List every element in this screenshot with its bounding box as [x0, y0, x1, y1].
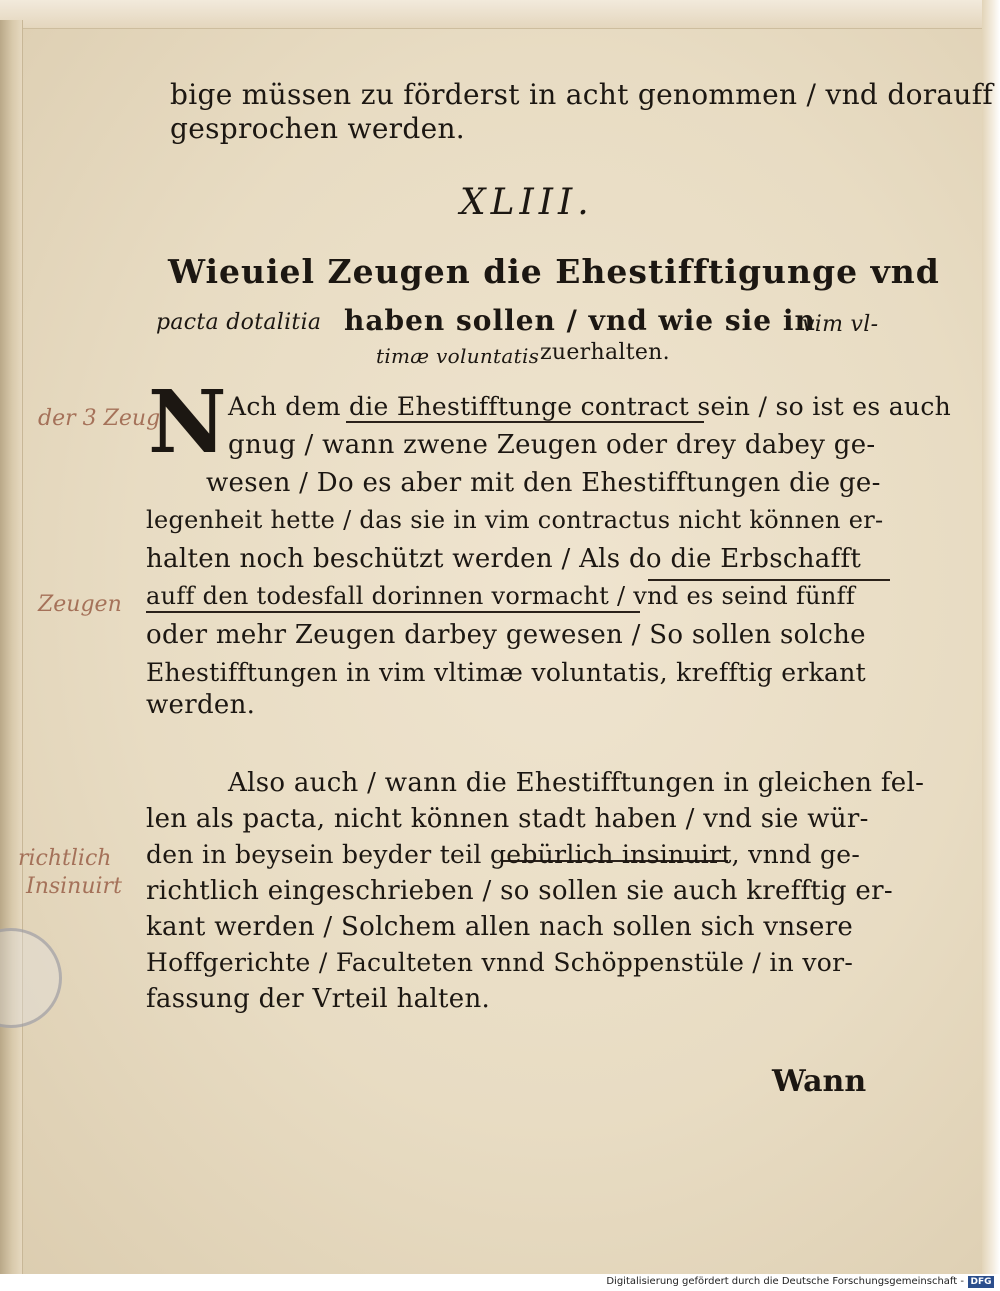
- catchword: Wann: [772, 1064, 867, 1099]
- title-latin-1: pacta dotalitia: [156, 310, 322, 335]
- underline-3: [146, 611, 640, 613]
- page-right-edge: [982, 0, 1000, 1274]
- para2-line-1: Also auch / wann die Ehestifftungen in gleichen fel-: [228, 768, 925, 798]
- marginal-note-1: der 3 Zeug: [38, 406, 161, 431]
- underline-2: [648, 579, 890, 581]
- title-latin-2: vim vl-: [802, 312, 879, 337]
- title-latin-3: timæ voluntatis: [376, 344, 540, 368]
- title-line-2: haben sollen / vnd wie sie in: [344, 304, 816, 337]
- para1-line-9: werden.: [146, 690, 256, 720]
- title-line-1: Wieuiel Zeugen die Ehestifftigunge vnd: [168, 252, 940, 291]
- para1-line-5: halten noch beschützt werden / Als do die Erbschafft: [146, 544, 862, 574]
- drop-cap: N: [148, 372, 227, 473]
- para2-line-3: den in beysein beyder teil gebürlich insinuirt, vnnd ge-: [146, 840, 861, 869]
- para2-line-6: Hoffgerichte / Faculteten vnnd Schöppenstüle / in vor-: [146, 948, 854, 977]
- para1-line-1: Ach dem die Ehestifftunge contract sein / so ist es auch: [228, 392, 952, 421]
- dfg-logo-icon: DFG: [968, 1276, 994, 1288]
- title-line-3: zuerhalten.: [540, 340, 670, 365]
- para2-line-5: kant werden / Solchem allen nach sollen sich vnsere: [146, 912, 854, 942]
- para1-line-7: oder mehr Zeugen darbey gewesen / So sollen solche: [146, 620, 866, 650]
- para1-line-6: auff den todesfall dorinnen vormacht / vnd es seind fünff: [146, 582, 856, 610]
- para1-line-3: wesen / Do es aber mit den Ehestifftungen die ge-: [206, 468, 881, 498]
- para2-line-4: richtlich eingeschrieben / so sollen sie auch krefftig er-: [146, 876, 893, 906]
- page-left-edge: [0, 20, 23, 1274]
- marginal-note-4: Insinuirt: [26, 874, 122, 899]
- footer-credit: Digitalisierung gefördert durch die Deutsche Forschungsgemeinschaft -: [606, 1276, 964, 1287]
- top-line-2: gesprochen werden.: [170, 112, 465, 145]
- marginal-note-2: Zeugen: [38, 592, 122, 617]
- underline-1: [346, 421, 704, 423]
- para2-line-2: len als pacta, nicht können stadt haben / vnd sie wür-: [146, 804, 869, 834]
- footer-bar: [0, 1274, 1000, 1291]
- para2-line-7: fassung der Vrteil halten.: [146, 984, 491, 1014]
- top-line-1: bige müssen zu förderst in acht genommen / vnd dorauff: [170, 78, 994, 111]
- marginal-note-3: richtlich: [18, 846, 112, 871]
- section-number: XLIII.: [460, 182, 594, 223]
- page-top-edge: [0, 0, 1000, 29]
- para1-line-2: gnug / wann zwene Zeugen oder drey dabey ge-: [228, 430, 876, 460]
- para1-line-8: Ehestifftungen in vim vltimæ voluntatis, krefftig erkant: [146, 658, 866, 687]
- para1-line-4: legenheit hette / das sie in vim contractus nicht können er-: [146, 506, 884, 534]
